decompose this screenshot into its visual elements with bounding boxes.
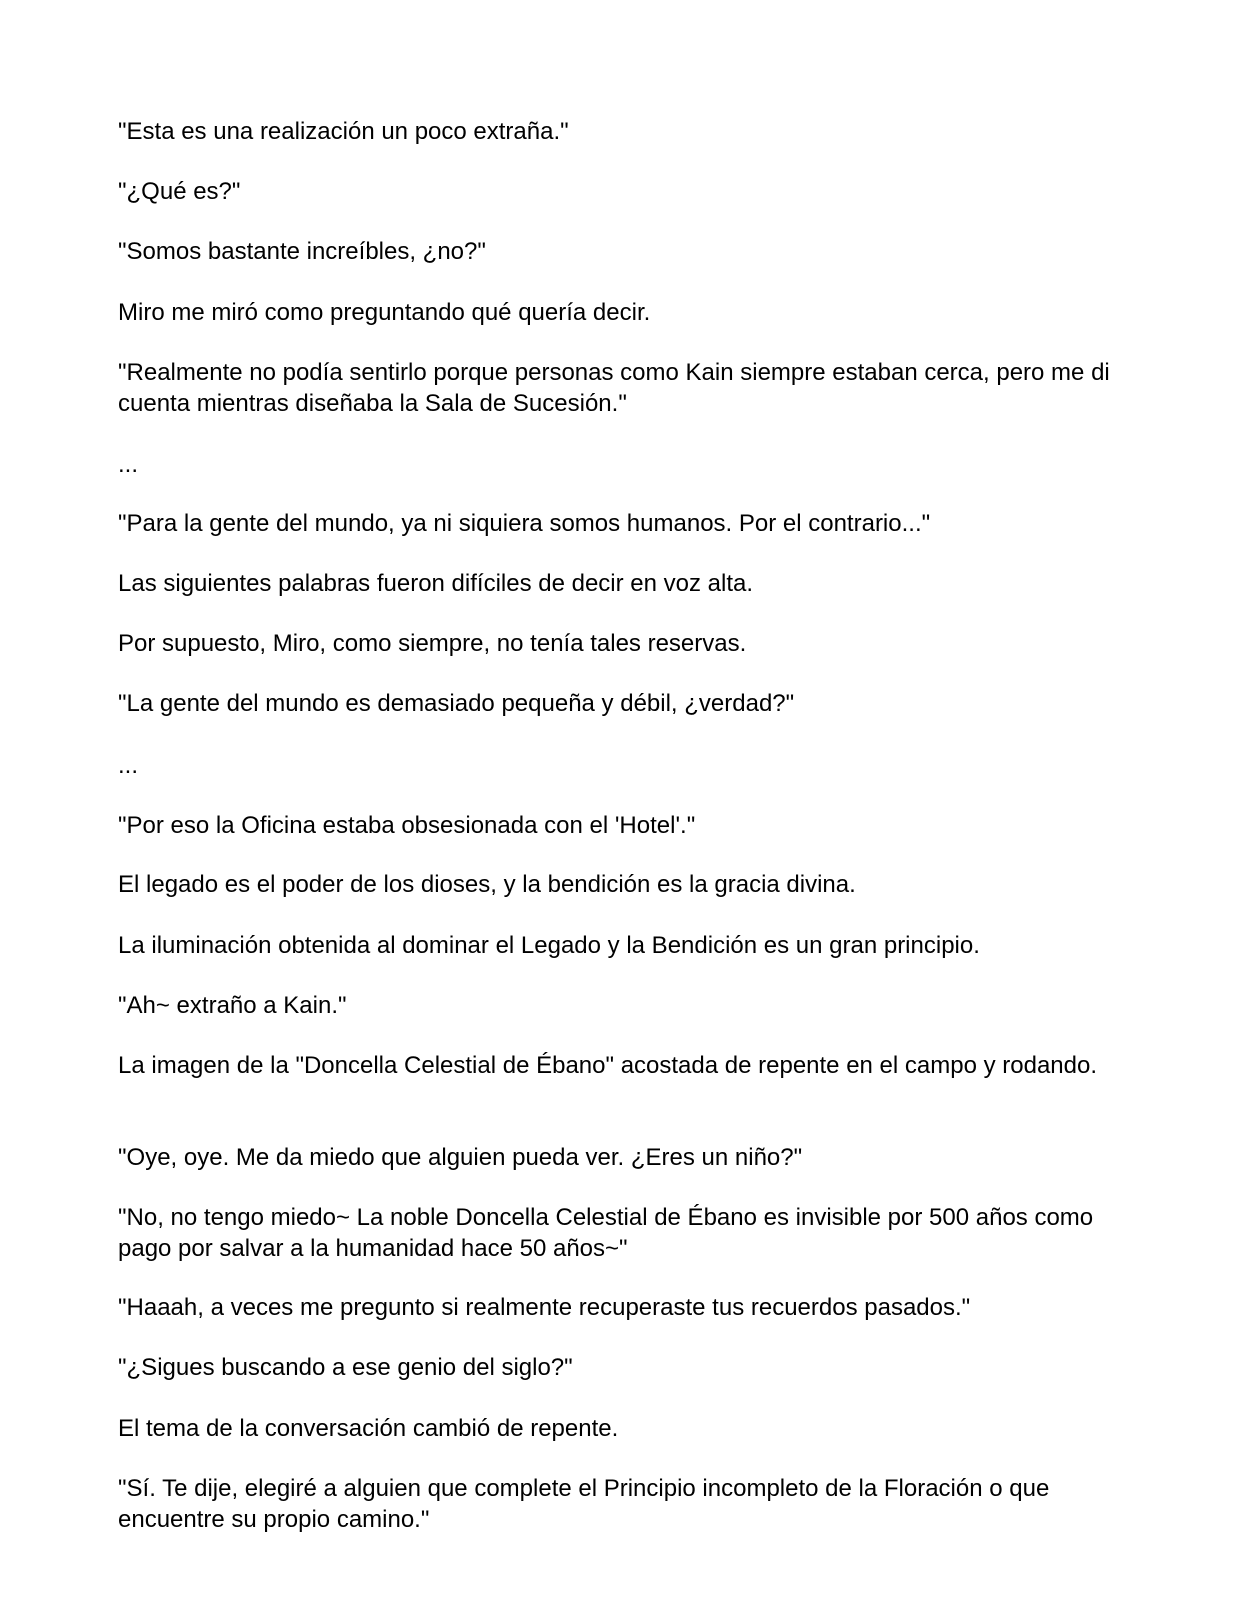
paragraph: "Para la gente del mundo, ya ni siquiera somos humanos. Por el contrario..." <box>118 510 931 537</box>
paragraph: La iluminación obtenida al dominar el Legado y la Bendición es un gran principio. <box>118 932 980 959</box>
paragraph: "La gente del mundo es demasiado pequeña y débil, ¿verdad?" <box>118 690 795 717</box>
paragraph: "Haaah, a veces me pregunto si realmente recuperaste tus recuerdos pasados." <box>118 1294 971 1321</box>
paragraph: La imagen de la "Doncella Celestial de Ébano" acostada de repente en el campo y rodando. <box>118 1052 1098 1079</box>
paragraph: "¿Qué es?" <box>118 178 241 205</box>
ellipsis-separator: ... <box>118 752 139 779</box>
paragraph: "No, no tengo miedo~ La noble Doncella Celestial de Ébano es invisible por 500 años como pago por salvar a la humanidad hace 50 años~" <box>118 1204 1094 1262</box>
paragraph: "Somos bastante increíbles, ¿no?" <box>118 238 486 265</box>
paragraph: El legado es el poder de los dioses, y la bendición es la gracia divina. <box>118 871 856 898</box>
paragraph: "Esta es una realización un poco extraña." <box>118 118 569 145</box>
paragraph: "Oye, oye. Me da miedo que alguien pueda ver. ¿Eres un niño?" <box>118 1144 803 1171</box>
ellipsis-separator: ... <box>118 451 139 478</box>
paragraph: Las siguientes palabras fueron difíciles de decir en voz alta. <box>118 570 754 597</box>
paragraph: "Por eso la Oficina estaba obsesionada con el 'Hotel'." <box>118 812 696 839</box>
paragraph: Por supuesto, Miro, como siempre, no tenía tales reservas. <box>118 630 747 657</box>
paragraph: "¿Sigues buscando a ese genio del siglo?" <box>118 1354 573 1381</box>
paragraph: "Sí. Te dije, elegiré a alguien que complete el Principio incompleto de la Floración o que encuentre su propio camino." <box>118 1475 1050 1533</box>
paragraph: Miro me miró como preguntando qué quería decir. <box>118 299 651 326</box>
paragraph: "Realmente no podía sentirlo porque personas como Kain siempre estaban cerca, pero me di cuenta mientras diseñaba la Sala de Sucesión." <box>118 359 1110 417</box>
paragraph: "Ah~ extraño a Kain." <box>118 992 347 1019</box>
paragraph: El tema de la conversación cambió de repente. <box>118 1415 619 1442</box>
